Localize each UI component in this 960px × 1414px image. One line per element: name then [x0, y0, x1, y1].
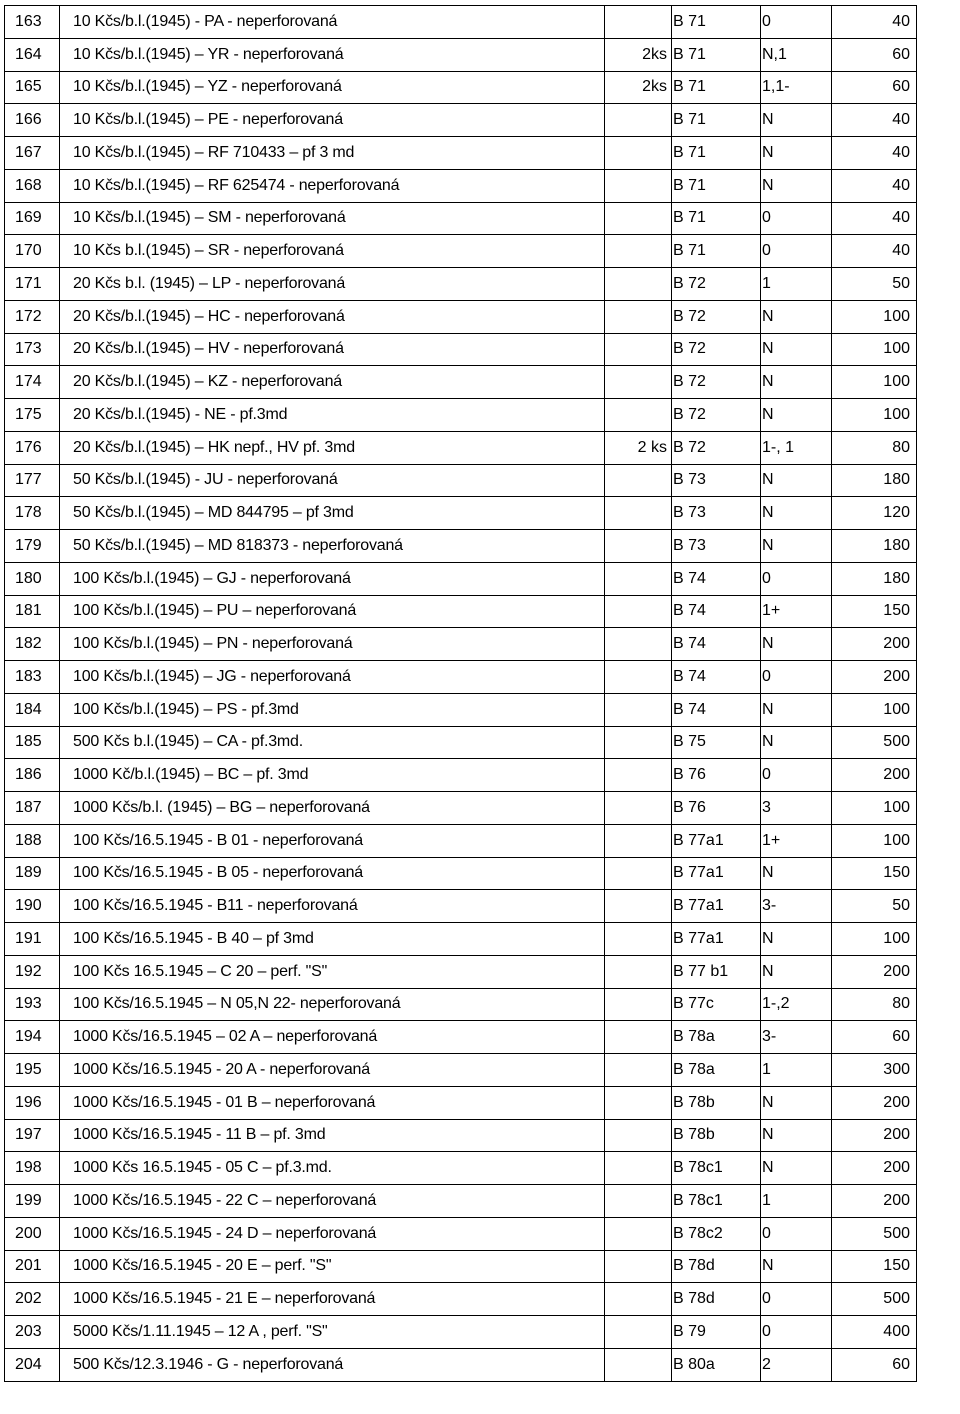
- quantity-cell: [605, 1250, 672, 1283]
- banknote-catalog-table: [4, 5, 917, 1382]
- price-cell: 40: [832, 235, 917, 268]
- grade-cell: 3: [761, 792, 832, 825]
- catalog-number-cell: B 74: [672, 661, 761, 694]
- quantity-cell: [605, 661, 672, 694]
- lot-number-cell: 185: [5, 726, 60, 759]
- grade-cell: N: [761, 628, 832, 661]
- catalog-number-cell: B 76: [672, 759, 761, 792]
- table-row: [5, 1054, 917, 1087]
- grade-cell: 0: [761, 6, 832, 39]
- price-cell: 200: [832, 1152, 917, 1185]
- lot-number-cell: 190: [5, 890, 60, 923]
- lot-number-cell: 194: [5, 1021, 60, 1054]
- grade-cell: N: [761, 693, 832, 726]
- grade-cell: 1: [761, 1054, 832, 1087]
- catalog-number-cell: B 75: [672, 726, 761, 759]
- table-row: [5, 1250, 917, 1283]
- quantity-cell: [605, 1185, 672, 1218]
- catalog-number-cell: B 78b: [672, 1119, 761, 1152]
- quantity-cell: [605, 530, 672, 563]
- catalog-number-cell: B 74: [672, 693, 761, 726]
- price-cell: 100: [832, 824, 917, 857]
- description-cell: 100 Kčs/b.l.(1945) – GJ - neperforovaná: [60, 562, 605, 595]
- lot-number-cell: 204: [5, 1348, 60, 1381]
- grade-cell: N: [761, 300, 832, 333]
- catalog-number-cell: B 72: [672, 333, 761, 366]
- table-row: [5, 235, 917, 268]
- description-cell: 20 Kčs/b.l.(1945) - NE - pf.3md: [60, 399, 605, 432]
- grade-cell: N: [761, 169, 832, 202]
- table-row: [5, 1086, 917, 1119]
- grade-cell: 1-, 1: [761, 431, 832, 464]
- table-row: [5, 333, 917, 366]
- grade-cell: 3-: [761, 890, 832, 923]
- lot-number-cell: 187: [5, 792, 60, 825]
- price-cell: 200: [832, 628, 917, 661]
- catalog-number-cell: B 74: [672, 562, 761, 595]
- lot-number-cell: 170: [5, 235, 60, 268]
- quantity-cell: 2 ks: [605, 431, 672, 464]
- catalog-number-cell: B 72: [672, 300, 761, 333]
- description-cell: 500 Kčs/12.3.1946 - G - neperforovaná: [60, 1348, 605, 1381]
- table-row: [5, 1348, 917, 1381]
- grade-cell: N: [761, 1119, 832, 1152]
- description-cell: 20 Kčs/b.l.(1945) – HK nepf., HV pf. 3md: [60, 431, 605, 464]
- price-cell: 80: [832, 431, 917, 464]
- lot-number-cell: 166: [5, 104, 60, 137]
- table-row: [5, 661, 917, 694]
- catalog-number-cell: B 71: [672, 71, 761, 104]
- quantity-cell: [605, 726, 672, 759]
- grade-cell: N: [761, 366, 832, 399]
- description-cell: 1000 Kčs/16.5.1945 – 02 A – neperforovaná: [60, 1021, 605, 1054]
- quantity-cell: [605, 562, 672, 595]
- lot-number-cell: 202: [5, 1283, 60, 1316]
- lot-number-cell: 164: [5, 38, 60, 71]
- lot-number-cell: 179: [5, 530, 60, 563]
- lot-number-cell: 175: [5, 399, 60, 432]
- grade-cell: N,1: [761, 38, 832, 71]
- table-row: [5, 1283, 917, 1316]
- catalog-number-cell: B 78b: [672, 1086, 761, 1119]
- quantity-cell: [605, 1217, 672, 1250]
- quantity-cell: [605, 824, 672, 857]
- quantity-cell: [605, 497, 672, 530]
- grade-cell: N: [761, 497, 832, 530]
- table-row: [5, 1152, 917, 1185]
- grade-cell: N: [761, 726, 832, 759]
- quantity-cell: [605, 6, 672, 39]
- price-cell: 200: [832, 955, 917, 988]
- lot-number-cell: 167: [5, 137, 60, 170]
- grade-cell: N: [761, 137, 832, 170]
- quantity-cell: 2ks: [605, 38, 672, 71]
- table-row: [5, 38, 917, 71]
- grade-cell: 0: [761, 235, 832, 268]
- grade-cell: N: [761, 104, 832, 137]
- catalog-number-cell: B 72: [672, 268, 761, 301]
- table-row: [5, 923, 917, 956]
- grade-cell: N: [761, 399, 832, 432]
- quantity-cell: [605, 399, 672, 432]
- grade-cell: 2: [761, 1348, 832, 1381]
- lot-number-cell: 171: [5, 268, 60, 301]
- quantity-cell: [605, 137, 672, 170]
- lot-number-cell: 174: [5, 366, 60, 399]
- grade-cell: 0: [761, 759, 832, 792]
- description-cell: 1000 Kčs/16.5.1945 - 20 A - neperforovaná: [60, 1054, 605, 1087]
- description-cell: 10 Kčs/b.l.(1945) – YZ - neperforovaná: [60, 71, 605, 104]
- description-cell: 5000 Kčs/1.11.1945 – 12 A , perf. "S": [60, 1316, 605, 1349]
- table-row: [5, 366, 917, 399]
- description-cell: 20 Kčs/b.l.(1945) – HC - neperforovaná: [60, 300, 605, 333]
- lot-number-cell: 178: [5, 497, 60, 530]
- quantity-cell: [605, 595, 672, 628]
- quantity-cell: [605, 268, 672, 301]
- price-cell: 500: [832, 726, 917, 759]
- table-row: [5, 759, 917, 792]
- grade-cell: N: [761, 1086, 832, 1119]
- price-cell: 80: [832, 988, 917, 1021]
- description-cell: 100 Kčs/16.5.1945 – N 05,N 22- neperforovaná: [60, 988, 605, 1021]
- description-cell: 100 Kčs/b.l.(1945) – PS - pf.3md: [60, 693, 605, 726]
- table-row: [5, 497, 917, 530]
- grade-cell: 0: [761, 661, 832, 694]
- lot-number-cell: 176: [5, 431, 60, 464]
- catalog-number-cell: B 72: [672, 366, 761, 399]
- catalog-number-cell: B 76: [672, 792, 761, 825]
- lot-number-cell: 169: [5, 202, 60, 235]
- grade-cell: N: [761, 1152, 832, 1185]
- catalog-number-cell: B 74: [672, 595, 761, 628]
- description-cell: 100 Kčs/16.5.1945 - B 05 - neperforovaná: [60, 857, 605, 890]
- quantity-cell: [605, 988, 672, 1021]
- catalog-number-cell: B 71: [672, 169, 761, 202]
- catalog-number-cell: B 78c2: [672, 1217, 761, 1250]
- price-cell: 60: [832, 71, 917, 104]
- table-row: [5, 1185, 917, 1218]
- grade-cell: 0: [761, 202, 832, 235]
- price-cell: 200: [832, 661, 917, 694]
- catalog-number-cell: B 78d: [672, 1283, 761, 1316]
- price-cell: 100: [832, 333, 917, 366]
- price-cell: 40: [832, 137, 917, 170]
- description-cell: 500 Kčs b.l.(1945) – CA - pf.3md.: [60, 726, 605, 759]
- price-cell: 500: [832, 1283, 917, 1316]
- lot-number-cell: 177: [5, 464, 60, 497]
- price-cell: 100: [832, 399, 917, 432]
- description-cell: 1000 Kčs/16.5.1945 - 20 E – perf. "S": [60, 1250, 605, 1283]
- quantity-cell: [605, 857, 672, 890]
- description-cell: 1000 Kčs/16.5.1945 - 21 E – neperforovaná: [60, 1283, 605, 1316]
- description-cell: 1000 Kčs/16.5.1945 - 24 D – neperforovaná: [60, 1217, 605, 1250]
- table-row: [5, 71, 917, 104]
- table-row: [5, 824, 917, 857]
- lot-number-cell: 197: [5, 1119, 60, 1152]
- lot-number-cell: 191: [5, 923, 60, 956]
- price-cell: 40: [832, 169, 917, 202]
- table-row: [5, 104, 917, 137]
- quantity-cell: [605, 792, 672, 825]
- price-cell: 120: [832, 497, 917, 530]
- table-row: [5, 955, 917, 988]
- grade-cell: 0: [761, 562, 832, 595]
- lot-number-cell: 182: [5, 628, 60, 661]
- catalog-number-cell: B 71: [672, 137, 761, 170]
- description-cell: 10 Kčs b.l.(1945) – SR - neperforovaná: [60, 235, 605, 268]
- price-cell: 200: [832, 759, 917, 792]
- price-cell: 200: [832, 1119, 917, 1152]
- quantity-cell: [605, 464, 672, 497]
- catalog-number-cell: B 71: [672, 235, 761, 268]
- price-cell: 180: [832, 562, 917, 595]
- price-cell: 150: [832, 595, 917, 628]
- grade-cell: N: [761, 464, 832, 497]
- description-cell: 1000 Kčs/16.5.1945 - 11 B – pf. 3md: [60, 1119, 605, 1152]
- table-row: [5, 169, 917, 202]
- grade-cell: N: [761, 530, 832, 563]
- lot-number-cell: 195: [5, 1054, 60, 1087]
- grade-cell: N: [761, 333, 832, 366]
- quantity-cell: [605, 923, 672, 956]
- grade-cell: 1-,2: [761, 988, 832, 1021]
- quantity-cell: [605, 1152, 672, 1185]
- description-cell: 1000 Kčs/b.l. (1945) – BG – neperforovaná: [60, 792, 605, 825]
- lot-number-cell: 192: [5, 955, 60, 988]
- table-row: [5, 595, 917, 628]
- quantity-cell: 2ks: [605, 71, 672, 104]
- table-row: [5, 137, 917, 170]
- description-cell: 50 Kčs/b.l.(1945) – MD 818373 - neperforovaná: [60, 530, 605, 563]
- catalog-number-cell: B 73: [672, 530, 761, 563]
- description-cell: 100 Kčs/16.5.1945 - B11 - neperforovaná: [60, 890, 605, 923]
- catalog-number-cell: B 78d: [672, 1250, 761, 1283]
- lot-number-cell: 172: [5, 300, 60, 333]
- quantity-cell: [605, 1021, 672, 1054]
- price-cell: 60: [832, 1348, 917, 1381]
- description-cell: 10 Kčs/b.l.(1945) – RF 625474 - neperforovaná: [60, 169, 605, 202]
- table-row: [5, 988, 917, 1021]
- price-cell: 100: [832, 693, 917, 726]
- quantity-cell: [605, 1316, 672, 1349]
- table-row: [5, 530, 917, 563]
- lot-number-cell: 188: [5, 824, 60, 857]
- lot-number-cell: 199: [5, 1185, 60, 1218]
- catalog-number-cell: B 73: [672, 464, 761, 497]
- table-row: [5, 562, 917, 595]
- description-cell: 1000 Kč/b.l.(1945) – BC – pf. 3md: [60, 759, 605, 792]
- description-cell: 20 Kčs b.l. (1945) – LP - neperforovaná: [60, 268, 605, 301]
- price-cell: 100: [832, 300, 917, 333]
- quantity-cell: [605, 104, 672, 137]
- table-row: [5, 792, 917, 825]
- price-cell: 100: [832, 792, 917, 825]
- description-cell: 1000 Kčs 16.5.1945 - 05 C – pf.3.md.: [60, 1152, 605, 1185]
- price-cell: 100: [832, 923, 917, 956]
- quantity-cell: [605, 300, 672, 333]
- quantity-cell: [605, 693, 672, 726]
- quantity-cell: [605, 333, 672, 366]
- quantity-cell: [605, 628, 672, 661]
- catalog-number-cell: B 78a: [672, 1021, 761, 1054]
- table-row: [5, 1021, 917, 1054]
- description-cell: 20 Kčs/b.l.(1945) – HV - neperforovaná: [60, 333, 605, 366]
- catalog-number-cell: B 71: [672, 6, 761, 39]
- lot-number-cell: 173: [5, 333, 60, 366]
- grade-cell: 1+: [761, 824, 832, 857]
- quantity-cell: [605, 1348, 672, 1381]
- lot-number-cell: 184: [5, 693, 60, 726]
- description-cell: 100 Kčs/b.l.(1945) – PU – neperforovaná: [60, 595, 605, 628]
- table-row: [5, 202, 917, 235]
- grade-cell: 0: [761, 1316, 832, 1349]
- grade-cell: 3-: [761, 1021, 832, 1054]
- catalog-number-cell: B 77a1: [672, 923, 761, 956]
- catalog-number-cell: B 77a1: [672, 890, 761, 923]
- catalog-number-cell: B 71: [672, 202, 761, 235]
- catalog-number-cell: B 77c: [672, 988, 761, 1021]
- grade-cell: 1: [761, 1185, 832, 1218]
- description-cell: 1000 Kčs/16.5.1945 - 01 B – neperforovaná: [60, 1086, 605, 1119]
- price-cell: 150: [832, 857, 917, 890]
- price-cell: 40: [832, 202, 917, 235]
- grade-cell: 1: [761, 268, 832, 301]
- table-row: [5, 628, 917, 661]
- lot-number-cell: 198: [5, 1152, 60, 1185]
- price-cell: 400: [832, 1316, 917, 1349]
- price-cell: 180: [832, 464, 917, 497]
- grade-cell: 1+: [761, 595, 832, 628]
- quantity-cell: [605, 235, 672, 268]
- table-row: [5, 1119, 917, 1152]
- lot-number-cell: 189: [5, 857, 60, 890]
- grade-cell: N: [761, 1250, 832, 1283]
- quantity-cell: [605, 1054, 672, 1087]
- lot-number-cell: 201: [5, 1250, 60, 1283]
- lot-number-cell: 165: [5, 71, 60, 104]
- description-cell: 100 Kčs 16.5.1945 – C 20 – perf. "S": [60, 955, 605, 988]
- table-row: [5, 268, 917, 301]
- description-cell: 100 Kčs/16.5.1945 - B 40 – pf 3md: [60, 923, 605, 956]
- price-cell: 40: [832, 6, 917, 39]
- price-cell: 150: [832, 1250, 917, 1283]
- table-row: [5, 857, 917, 890]
- price-cell: 180: [832, 530, 917, 563]
- quantity-cell: [605, 955, 672, 988]
- price-cell: 200: [832, 1185, 917, 1218]
- quantity-cell: [605, 1283, 672, 1316]
- catalog-number-cell: B 77a1: [672, 824, 761, 857]
- price-cell: 40: [832, 104, 917, 137]
- table-row: [5, 300, 917, 333]
- grade-cell: 0: [761, 1217, 832, 1250]
- quantity-cell: [605, 1119, 672, 1152]
- description-cell: 50 Kčs/b.l.(1945) – MD 844795 – pf 3md: [60, 497, 605, 530]
- lot-number-cell: 186: [5, 759, 60, 792]
- description-cell: 10 Kčs/b.l.(1945) – PE - neperforovaná: [60, 104, 605, 137]
- grade-cell: N: [761, 923, 832, 956]
- quantity-cell: [605, 890, 672, 923]
- price-cell: 300: [832, 1054, 917, 1087]
- description-cell: 10 Kčs/b.l.(1945) – RF 710433 – pf 3 md: [60, 137, 605, 170]
- grade-cell: 0: [761, 1283, 832, 1316]
- catalog-number-cell: B 79: [672, 1316, 761, 1349]
- price-cell: 500: [832, 1217, 917, 1250]
- description-cell: 10 Kčs/b.l.(1945) – YR - neperforovaná: [60, 38, 605, 71]
- table-row: [5, 431, 917, 464]
- description-cell: 100 Kčs/b.l.(1945) – PN - neperforovaná: [60, 628, 605, 661]
- lot-number-cell: 180: [5, 562, 60, 595]
- price-cell: 60: [832, 1021, 917, 1054]
- catalog-number-cell: B 72: [672, 399, 761, 432]
- catalog-number-cell: B 74: [672, 628, 761, 661]
- catalog-number-cell: B 78c1: [672, 1152, 761, 1185]
- catalog-number-cell: B 80a: [672, 1348, 761, 1381]
- catalog-number-cell: B 78a: [672, 1054, 761, 1087]
- catalog-table-body: [5, 6, 917, 1382]
- description-cell: 100 Kčs/b.l.(1945) – JG - neperforovaná: [60, 661, 605, 694]
- price-cell: 60: [832, 38, 917, 71]
- description-cell: 1000 Kčs/16.5.1945 - 22 C – neperforovaná: [60, 1185, 605, 1218]
- table-row: [5, 693, 917, 726]
- description-cell: 100 Kčs/16.5.1945 - B 01 - neperforovaná: [60, 824, 605, 857]
- table-row: [5, 1316, 917, 1349]
- quantity-cell: [605, 202, 672, 235]
- price-cell: 50: [832, 890, 917, 923]
- lot-number-cell: 203: [5, 1316, 60, 1349]
- table-row: [5, 726, 917, 759]
- quantity-cell: [605, 1086, 672, 1119]
- description-cell: 20 Kčs/b.l.(1945) – KZ - neperforovaná: [60, 366, 605, 399]
- lot-number-cell: 193: [5, 988, 60, 1021]
- lot-number-cell: 200: [5, 1217, 60, 1250]
- table-row: [5, 6, 917, 39]
- catalog-number-cell: B 71: [672, 104, 761, 137]
- table-row: [5, 890, 917, 923]
- catalog-number-cell: B 78c1: [672, 1185, 761, 1218]
- description-cell: 10 Kčs/b.l.(1945) – SM - neperforovaná: [60, 202, 605, 235]
- table-row: [5, 464, 917, 497]
- quantity-cell: [605, 759, 672, 792]
- table-row: [5, 1217, 917, 1250]
- lot-number-cell: 168: [5, 169, 60, 202]
- catalog-number-cell: B 73: [672, 497, 761, 530]
- description-cell: 50 Kčs/b.l.(1945) - JU - neperforovaná: [60, 464, 605, 497]
- table-row: [5, 399, 917, 432]
- lot-number-cell: 196: [5, 1086, 60, 1119]
- catalog-number-cell: B 72: [672, 431, 761, 464]
- grade-cell: N: [761, 955, 832, 988]
- lot-number-cell: 163: [5, 6, 60, 39]
- quantity-cell: [605, 366, 672, 399]
- catalog-number-cell: B 71: [672, 38, 761, 71]
- price-cell: 100: [832, 366, 917, 399]
- lot-number-cell: 181: [5, 595, 60, 628]
- catalog-number-cell: B 77a1: [672, 857, 761, 890]
- catalog-number-cell: B 77 b1: [672, 955, 761, 988]
- grade-cell: N: [761, 857, 832, 890]
- quantity-cell: [605, 169, 672, 202]
- grade-cell: 1,1-: [761, 71, 832, 104]
- description-cell: 10 Kčs/b.l.(1945) - PA - neperforovaná: [60, 6, 605, 39]
- price-cell: 50: [832, 268, 917, 301]
- price-cell: 200: [832, 1086, 917, 1119]
- lot-number-cell: 183: [5, 661, 60, 694]
